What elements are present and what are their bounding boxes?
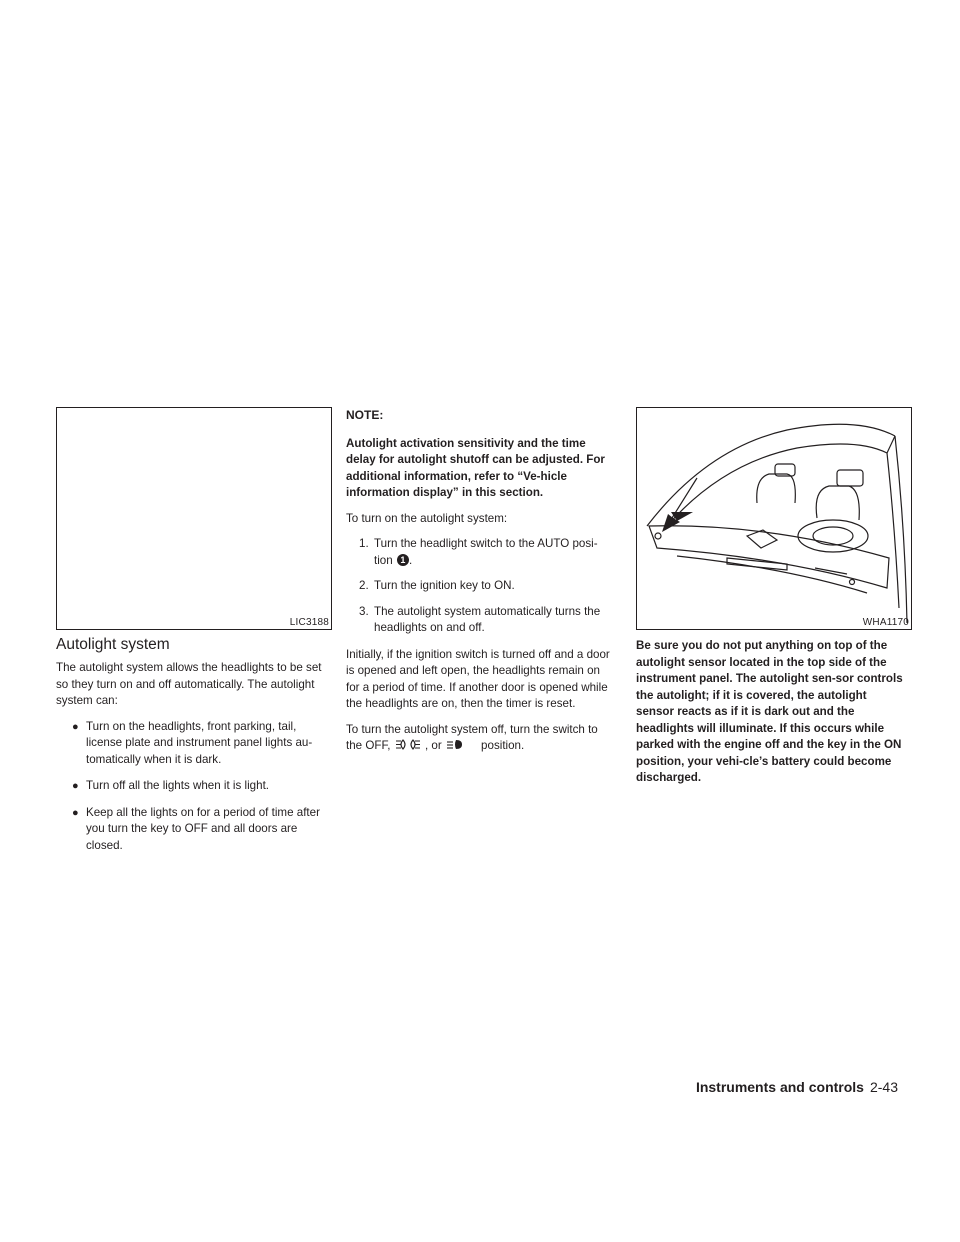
circled-number-icon: 1 [397,554,409,566]
note-heading: NOTE: [346,408,384,422]
initially-paragraph: Initially, if the ignition switch is turned off and a door is opened and left open, the headlights remain on for a period of time. If another door is opened while the headlights are on, then the timer is reset. [346,647,610,710]
note-text: Autolight activation sensitivity and the time delay for autolight shutoff can be adjusted. For additional information, refer to “Ve-hicle information display” in this section. [346,436,605,499]
turn-off-paragraph: To turn the autolight system off, turn the switch to the OFF, , or position. [346,722,598,752]
figure-lic3188 [56,407,332,630]
left-column [56,407,329,864]
section-title: Autolight system [56,636,170,653]
bullet-icon: ● [72,780,79,792]
headlight-icon [447,739,463,750]
dashboard-illustration [637,408,911,629]
section-name: Instruments and controls [695,1079,864,1095]
list-item: ● Turn off all the lights when it is light. [56,778,326,795]
step-item: 1. Turn the headlight switch to the AUTO posi-tion 1 . [359,537,598,567]
bullet-icon: ● [72,806,79,819]
list-item: ● Keep all the lights on for a period of time after you turn the key to OFF and all doors are closed. [72,805,320,852]
list-item: ● Turn on the headlights, front parking, tail, license plate and instrument panel lights au-tomatically when it is dark. [72,719,313,766]
figure-label: WHA1170 [862,617,909,628]
middle-column [346,407,616,764]
parking-light-icon [396,739,420,750]
page-footer [696,1079,898,1095]
intro-paragraph: The autolight system allows the headlights to be set so they turn on and off automatically. The autolight system can: [56,661,322,707]
capabilities-list [56,719,326,855]
step-item: 2. Turn the ignition key to ON. [359,579,515,592]
bullet-icon: ● [72,720,79,733]
turn-on-intro: To turn on the autolight system: [346,511,508,525]
step-item: 3. The autolight system automatically turns the headlights on and off. [359,604,601,634]
page-number: 2-43 [869,1079,898,1095]
steps-list [346,536,616,637]
right-column [636,407,909,796]
figure-label: LIC3188 [289,617,329,628]
warning-text: Be sure you do not put anything on top of the autolight sensor located in the top side of the instrument panel. The autolight sen-sor controls the autolight; if it is covered, the autolight sensor reacts as if it is dark out and the headlights will illuminate. If this occurs while parked with the engine off and the key in the ON position, your vehi-cle’s battery could become discharged. [636,639,903,784]
figure-wha1170 [636,407,912,630]
